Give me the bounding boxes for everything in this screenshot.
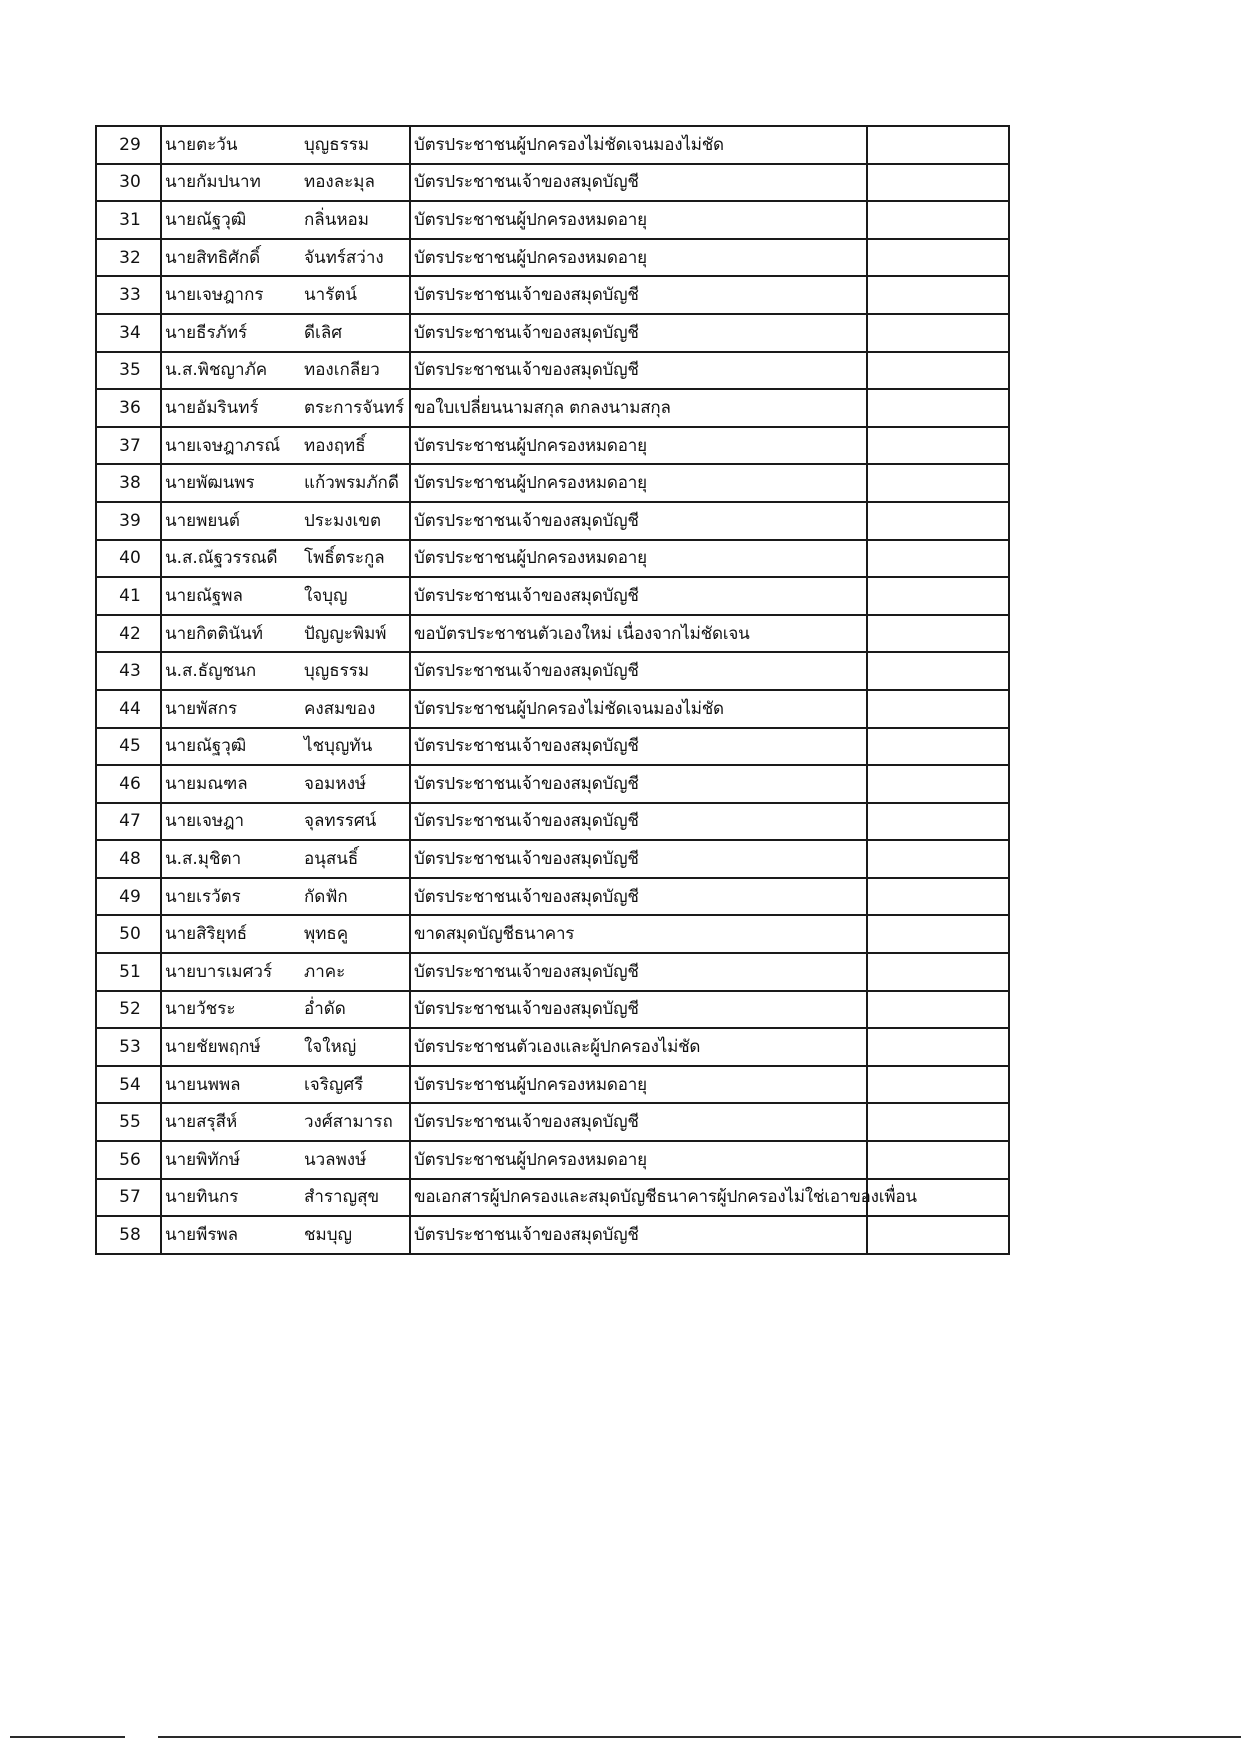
missing-document-reason: บัตรประชาชนผู้ปกครองหมดอายุ	[410, 1141, 867, 1179]
row-number: 53	[96, 1028, 161, 1066]
last-name: ภาคะ	[301, 953, 410, 991]
row-number: 55	[96, 1103, 161, 1141]
missing-document-reason: บัตรประชาชนเจ้าของสมุดบัญชี	[410, 953, 867, 991]
table-row	[96, 239, 1009, 277]
table-row	[96, 1066, 1009, 1104]
missing-document-reason: บัตรประชาชนเจ้าของสมุดบัญชี	[410, 276, 867, 314]
note-cell	[867, 953, 1009, 991]
row-number: 52	[96, 991, 161, 1029]
table-row	[96, 765, 1009, 803]
note-cell	[867, 427, 1009, 465]
row-number: 39	[96, 502, 161, 540]
last-name: จันทร์สว่าง	[301, 239, 410, 277]
last-name: เจริญศรี	[301, 1066, 410, 1104]
row-number: 34	[96, 314, 161, 352]
last-name: นวลพงษ์	[301, 1141, 410, 1179]
row-number: 50	[96, 915, 161, 953]
note-cell	[867, 464, 1009, 502]
note-cell	[867, 389, 1009, 427]
first-name: นายพยนต์	[161, 502, 301, 540]
table-row	[96, 126, 1009, 164]
note-cell	[867, 1216, 1009, 1254]
last-name: วงศ์สามารถ	[301, 1103, 410, 1141]
row-number: 48	[96, 840, 161, 878]
note-cell	[867, 239, 1009, 277]
row-number: 30	[96, 164, 161, 202]
missing-document-reason: บัตรประชาชนผู้ปกครองหมดอายุ	[410, 427, 867, 465]
first-name: นายสรุสีห์	[161, 1103, 301, 1141]
first-name: นายสิริยุทธ์	[161, 915, 301, 953]
first-name: นายสิทธิศักดิ์	[161, 239, 301, 277]
last-name: ปัญญะพิมพ์	[301, 615, 410, 653]
note-cell	[867, 728, 1009, 766]
row-number: 51	[96, 953, 161, 991]
row-number: 44	[96, 690, 161, 728]
note-cell	[867, 878, 1009, 916]
row-number: 29	[96, 126, 161, 164]
missing-document-reason: บัตรประชาชนผู้ปกครองหมดอายุ	[410, 1066, 867, 1104]
missing-document-reason: ขอเอกสารผู้ปกครองและสมุดบัญชีธนาคารผู้ปกครองไม่ใช่เอาของเพื่อน	[410, 1179, 867, 1217]
last-name: ใจใหญ่	[301, 1028, 410, 1066]
table-row	[96, 314, 1009, 352]
note-cell	[867, 765, 1009, 803]
note-cell	[867, 991, 1009, 1029]
first-name: นายเรวัตร	[161, 878, 301, 916]
first-name: นายเจษฎากร	[161, 276, 301, 314]
last-name: กัดฟัก	[301, 878, 410, 916]
table-row	[96, 1028, 1009, 1066]
missing-document-reason: บัตรประชาชนเจ้าของสมุดบัญชี	[410, 728, 867, 766]
first-name: นายเจษฎา	[161, 803, 301, 841]
first-name: นายอัมรินทร์	[161, 389, 301, 427]
missing-document-reason: บัตรประชาชนผู้ปกครองหมดอายุ	[410, 201, 867, 239]
note-cell	[867, 652, 1009, 690]
row-number: 43	[96, 652, 161, 690]
first-name: น.ส.ธัญชนก	[161, 652, 301, 690]
table-row	[96, 840, 1009, 878]
missing-document-reason: บัตรประชาชนเจ้าของสมุดบัญชี	[410, 991, 867, 1029]
row-number: 45	[96, 728, 161, 766]
missing-document-reason: ขอใบเปลี่ยนนามสกุล ตกลงนามสกุล	[410, 389, 867, 427]
table-row	[96, 352, 1009, 390]
row-number: 47	[96, 803, 161, 841]
missing-document-reason: บัตรประชาชนเจ้าของสมุดบัญชี	[410, 878, 867, 916]
table-row	[96, 389, 1009, 427]
table-row	[96, 427, 1009, 465]
table-row	[96, 728, 1009, 766]
row-number: 58	[96, 1216, 161, 1254]
table-row	[96, 201, 1009, 239]
note-cell	[867, 1103, 1009, 1141]
row-number: 37	[96, 427, 161, 465]
table-row	[96, 1179, 1009, 1217]
first-name: นายชัยพฤกษ์	[161, 1028, 301, 1066]
first-name: นายณัฐวุฒิ	[161, 728, 301, 766]
last-name: กลิ่นหอม	[301, 201, 410, 239]
note-cell	[867, 502, 1009, 540]
last-name: จุลทรรศน์	[301, 803, 410, 841]
missing-document-reason: บัตรประชาชนผู้ปกครองหมดอายุ	[410, 540, 867, 578]
missing-document-reason: บัตรประชาชนเจ้าของสมุดบัญชี	[410, 840, 867, 878]
first-name: นายพัฒนพร	[161, 464, 301, 502]
missing-document-reason: บัตรประชาชนตัวเองและผู้ปกครองไม่ชัด	[410, 1028, 867, 1066]
note-cell	[867, 126, 1009, 164]
missing-document-reason: บัตรประชาชนผู้ปกครองหมดอายุ	[410, 239, 867, 277]
last-name: แก้วพรมภักดี	[301, 464, 410, 502]
missing-document-reason: บัตรประชาชนเจ้าของสมุดบัญชี	[410, 765, 867, 803]
note-cell	[867, 915, 1009, 953]
table-row	[96, 502, 1009, 540]
row-number: 49	[96, 878, 161, 916]
first-name: น.ส.มุชิตา	[161, 840, 301, 878]
table-row	[96, 276, 1009, 314]
note-cell	[867, 540, 1009, 578]
row-number: 35	[96, 352, 161, 390]
missing-document-reason: บัตรประชาชนเจ้าของสมุดบัญชี	[410, 577, 867, 615]
row-number: 32	[96, 239, 161, 277]
first-name: นายพัสกร	[161, 690, 301, 728]
footer-rule	[10, 1736, 125, 1738]
table-row	[96, 164, 1009, 202]
row-number: 57	[96, 1179, 161, 1217]
missing-document-reason: บัตรประชาชนผู้ปกครองหมดอายุ	[410, 464, 867, 502]
missing-document-reason: บัตรประชาชนเจ้าของสมุดบัญชี	[410, 164, 867, 202]
last-name: พุทธคู	[301, 915, 410, 953]
student-document-table	[95, 125, 1010, 1255]
first-name: นายวัชระ	[161, 991, 301, 1029]
note-cell	[867, 615, 1009, 653]
last-name: ทองละมุล	[301, 164, 410, 202]
last-name: ชมบุญ	[301, 1216, 410, 1254]
missing-document-reason: บัตรประชาชนเจ้าของสมุดบัญชี	[410, 352, 867, 390]
footer-rule	[158, 1736, 1241, 1738]
first-name: น.ส.ณัฐวรรณดี	[161, 540, 301, 578]
first-name: นายทินกร	[161, 1179, 301, 1217]
note-cell	[867, 201, 1009, 239]
last-name: ตระการจันทร์	[301, 389, 410, 427]
last-name: สำราญสุข	[301, 1179, 410, 1217]
note-cell	[867, 803, 1009, 841]
table-row	[96, 690, 1009, 728]
table-row	[96, 652, 1009, 690]
table-row	[96, 991, 1009, 1029]
first-name: นายกัมปนาท	[161, 164, 301, 202]
missing-document-reason: บัตรประชาชนเจ้าของสมุดบัญชี	[410, 502, 867, 540]
table-row	[96, 915, 1009, 953]
note-cell	[867, 577, 1009, 615]
last-name: อนุสนธิ์	[301, 840, 410, 878]
note-cell	[867, 1141, 1009, 1179]
row-number: 36	[96, 389, 161, 427]
first-name: นายพิทักษ์	[161, 1141, 301, 1179]
first-name: นายณัฐพล	[161, 577, 301, 615]
first-name: นายณัฐวุฒิ	[161, 201, 301, 239]
missing-document-reason: บัตรประชาชนเจ้าของสมุดบัญชี	[410, 1216, 867, 1254]
last-name: จอมหงษ์	[301, 765, 410, 803]
row-number: 46	[96, 765, 161, 803]
table-row	[96, 1216, 1009, 1254]
note-cell	[867, 314, 1009, 352]
row-number: 56	[96, 1141, 161, 1179]
missing-document-reason: บัตรประชาชนเจ้าของสมุดบัญชี	[410, 314, 867, 352]
last-name: บุญธรรม	[301, 126, 410, 164]
note-cell	[867, 1066, 1009, 1104]
last-name: ทองเกลียว	[301, 352, 410, 390]
row-number: 42	[96, 615, 161, 653]
last-name: บุญธรรม	[301, 652, 410, 690]
missing-document-reason: บัตรประชาชนเจ้าของสมุดบัญชี	[410, 1103, 867, 1141]
table-row	[96, 803, 1009, 841]
last-name: นารัตน์	[301, 276, 410, 314]
row-number: 40	[96, 540, 161, 578]
note-cell	[867, 690, 1009, 728]
first-name: นายมณฑล	[161, 765, 301, 803]
row-number: 31	[96, 201, 161, 239]
first-name: นายนพพล	[161, 1066, 301, 1104]
last-name: โพธิ์ตระกูล	[301, 540, 410, 578]
table-row	[96, 577, 1009, 615]
last-name: ประมงเขต	[301, 502, 410, 540]
table-row	[96, 464, 1009, 502]
note-cell	[867, 352, 1009, 390]
first-name: นายธีรภัทร์	[161, 314, 301, 352]
last-name: ไชบุญทัน	[301, 728, 410, 766]
first-name: น.ส.พิชญาภัค	[161, 352, 301, 390]
table-row	[96, 1141, 1009, 1179]
table-body	[96, 126, 1009, 1254]
last-name: อ่ำดัด	[301, 991, 410, 1029]
table-row	[96, 878, 1009, 916]
note-cell	[867, 840, 1009, 878]
table-row	[96, 615, 1009, 653]
missing-document-reason: บัตรประชาชนผู้ปกครองไม่ชัดเจนมองไม่ชัด	[410, 126, 867, 164]
last-name: ทองฤทธิ์	[301, 427, 410, 465]
last-name: ดีเลิศ	[301, 314, 410, 352]
note-cell	[867, 1028, 1009, 1066]
row-number: 33	[96, 276, 161, 314]
first-name: นายตะวัน	[161, 126, 301, 164]
missing-document-reason: บัตรประชาชนเจ้าของสมุดบัญชี	[410, 652, 867, 690]
missing-document-reason: บัตรประชาชนเจ้าของสมุดบัญชี	[410, 803, 867, 841]
last-name: ใจบุญ	[301, 577, 410, 615]
note-cell	[867, 164, 1009, 202]
missing-document-reason: ขาดสมุดบัญชีธนาคาร	[410, 915, 867, 953]
note-cell	[867, 276, 1009, 314]
missing-document-reason: ขอบัตรประชาชนตัวเองใหม่ เนื่องจากไม่ชัดเจน	[410, 615, 867, 653]
first-name: นายพีรพล	[161, 1216, 301, 1254]
missing-document-reason: บัตรประชาชนผู้ปกครองไม่ชัดเจนมองไม่ชัด	[410, 690, 867, 728]
first-name: นายเจษฎาภรณ์	[161, 427, 301, 465]
row-number: 54	[96, 1066, 161, 1104]
table-row	[96, 540, 1009, 578]
table-row	[96, 1103, 1009, 1141]
first-name: นายกิตตินันท์	[161, 615, 301, 653]
row-number: 38	[96, 464, 161, 502]
table-row	[96, 953, 1009, 991]
last-name: คงสมของ	[301, 690, 410, 728]
row-number: 41	[96, 577, 161, 615]
first-name: นายบารเมศวร์	[161, 953, 301, 991]
